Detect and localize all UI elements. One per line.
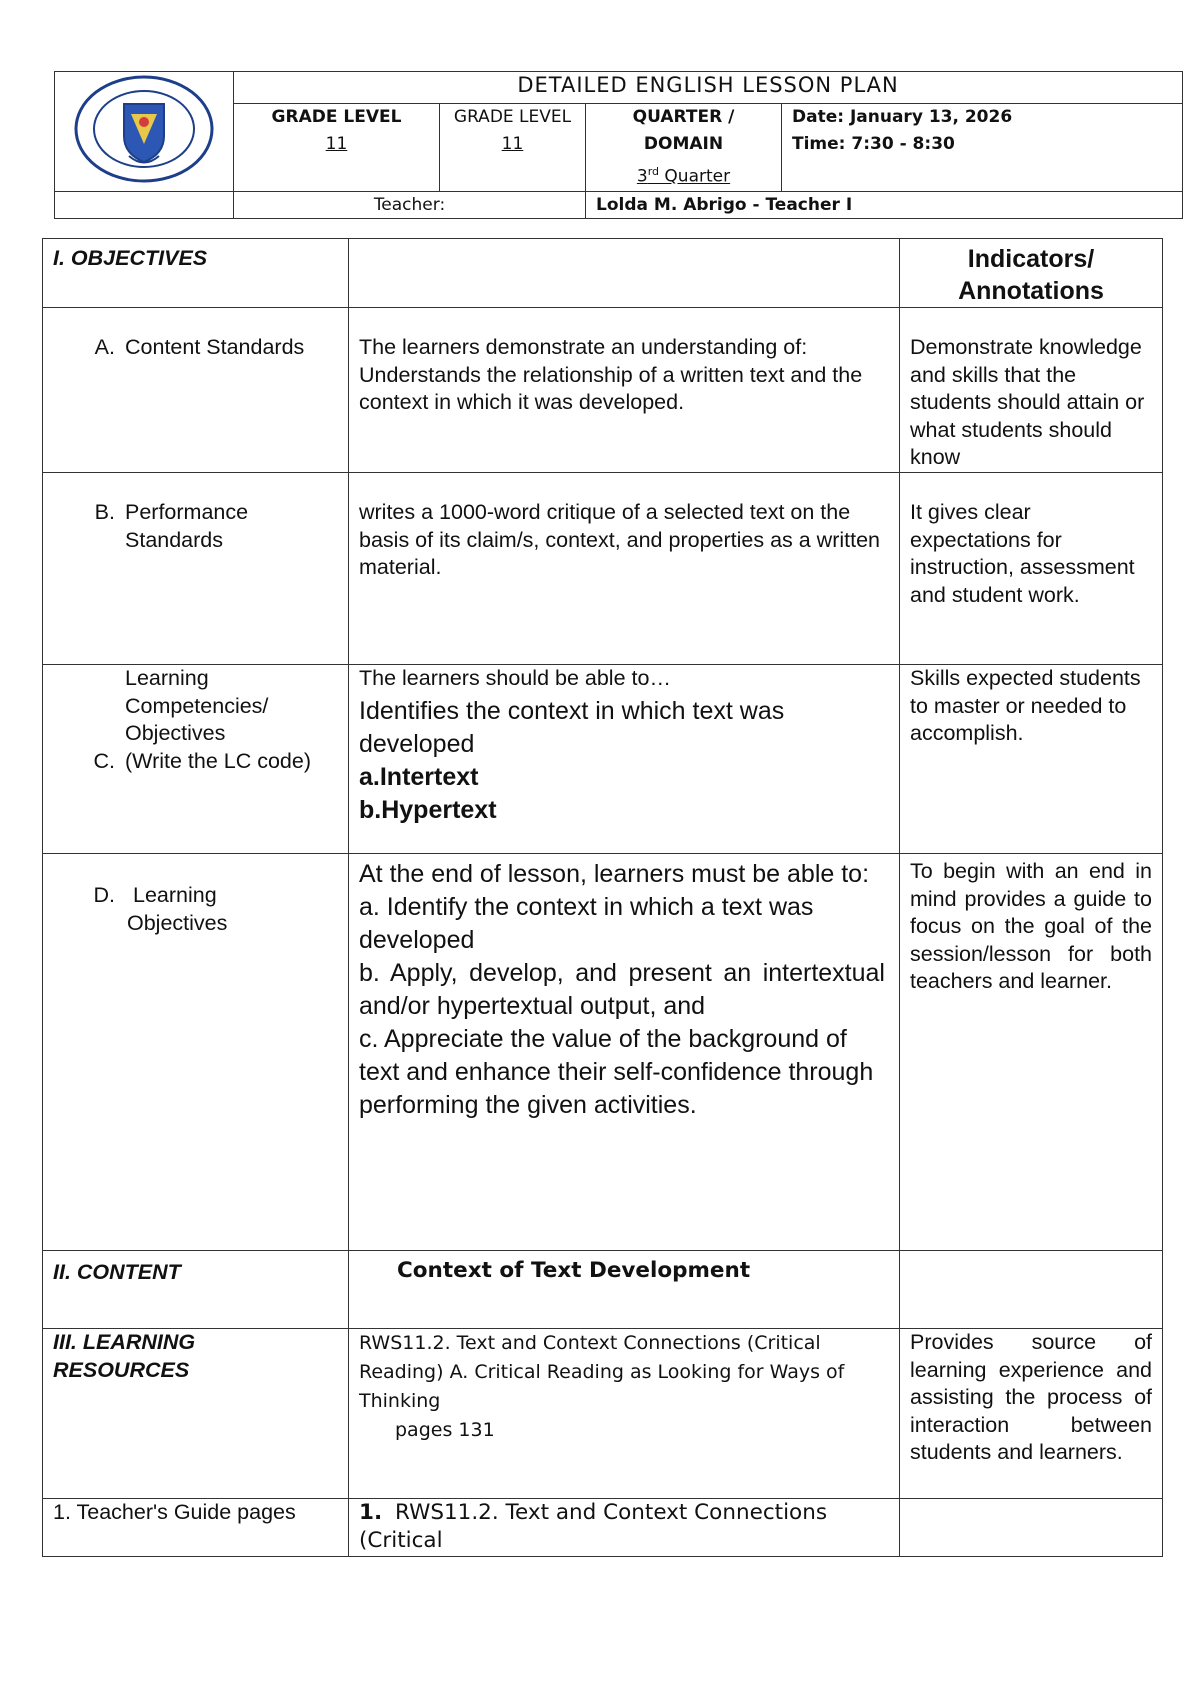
objective-line: At the end of lesson, learners must be able to:	[359, 860, 870, 888]
objective-line: a. Identify the context in which a text was developed	[359, 893, 814, 954]
list-number: 1.	[359, 1500, 383, 1525]
time-text: Time: 7:30 - 8:30	[792, 134, 955, 155]
resources-title-line: RESOURCES	[53, 1357, 190, 1382]
row-label-performance-standards	[43, 473, 349, 665]
row-letter-spacer	[53, 665, 125, 693]
content-value: Context of Text Development	[349, 1251, 900, 1329]
row-letter-spacer	[53, 693, 125, 721]
objective-line: b. Apply, develop, and present an intertextual and/or hypertextual output, and	[359, 959, 885, 1020]
empty-cell	[900, 1251, 1163, 1329]
row-label-line: Learning	[125, 666, 209, 690]
empty-cell	[349, 239, 900, 308]
teachers-guide-value-cell	[349, 1499, 900, 1557]
content-standards-text: The learners demonstrate an understanding of: Understands the relationship of a written text and the context in which it was developed.	[349, 308, 900, 473]
performance-standards-note: It gives clear expectations for instruction, assessment and student work.	[900, 473, 1163, 665]
grade-level-cell-2	[440, 104, 586, 192]
content-heading: II. CONTENT	[43, 1251, 349, 1329]
teachers-guide-label: 1. Teacher's Guide pages	[43, 1499, 349, 1557]
learning-objectives-text	[349, 854, 900, 1251]
empty-cell	[55, 192, 234, 219]
indicators-title-line-2: Annotations	[958, 277, 1104, 305]
deped-seal-logo	[69, 74, 219, 184]
objectives-table	[42, 238, 1163, 1557]
row-label-line: Learning	[133, 883, 217, 907]
row-letter: A.	[94, 335, 115, 359]
row-letter-spacer	[53, 720, 125, 748]
grade-level-cell-1	[234, 104, 440, 192]
empty-cell	[900, 1499, 1163, 1557]
content-standards-note: Demonstrate knowledge and skills that the students should attain or what students should know	[900, 308, 1163, 473]
row-letter: B.	[94, 500, 115, 524]
learning-competencies-note: Skills expected students to master or needed to accomplish.	[900, 665, 1163, 854]
row-letter: C.	[93, 748, 115, 773]
quarter-domain-label: QUARTER / DOMAIN	[632, 107, 735, 155]
grade-level-value: 11	[501, 134, 524, 155]
competencies-main: Identifies the context in which text was developed	[359, 696, 785, 758]
objective-line: c. Appreciate the value of the background of text and enhance their self-confidence through performing the given activities.	[359, 1025, 874, 1119]
performance-standards-text: writes a 1000-word critique of a selected text on the basis of its claim/s, context, and properties as a written material.	[349, 473, 900, 665]
row-label-line: Performance	[125, 500, 249, 524]
resources-note: Provides source of learning experience and assisting the process of interaction between students and learners.	[900, 1329, 1163, 1499]
resources-title-line: III. LEARNING	[53, 1330, 196, 1354]
row-letter: D.	[93, 883, 115, 907]
quarter-suffix: rd	[647, 165, 660, 179]
quarter-word: Quarter	[659, 167, 731, 187]
competencies-item-b: b.Hypertext	[359, 795, 497, 824]
resources-pages: pages 131	[395, 1419, 495, 1441]
grade-level-label: GRADE LEVEL	[271, 107, 402, 128]
indicators-heading	[900, 239, 1163, 308]
quarter-domain-cell	[586, 104, 782, 192]
row-label-learning-competencies	[43, 665, 349, 854]
lesson-plan-title: DETAILED ENGLISH LESSON PLAN	[234, 72, 1183, 104]
teachers-guide-value: RWS11.2. Text and Context Connections (Critical	[359, 1500, 828, 1553]
date-text: Date: January 13, 2026	[792, 107, 1013, 128]
teacher-label: Teacher:	[234, 192, 586, 219]
quarter-value	[586, 158, 781, 191]
quarter-number: 3	[636, 167, 648, 187]
row-letter-spacer	[53, 910, 125, 938]
row-label: Content Standards	[125, 335, 305, 359]
resources-heading	[43, 1329, 349, 1499]
row-label-learning-objectives	[43, 854, 349, 1251]
competencies-item-a: a.Intertext	[359, 762, 479, 791]
resources-value-cell	[349, 1329, 900, 1499]
date-time-cell	[782, 104, 1183, 192]
learning-objectives-note: To begin with an end in mind provides a guide to focus on the goal of the session/lesson for both teachers and learner.	[900, 854, 1163, 1251]
learning-competencies-text	[349, 665, 900, 854]
header-table	[54, 71, 1183, 219]
row-label-line: (Write the LC code)	[125, 748, 312, 773]
row-label-line: Objectives	[127, 910, 228, 935]
teacher-name: Lolda M. Abrigo - Teacher I	[586, 192, 1183, 219]
row-label-line: Standards	[125, 527, 224, 552]
indicators-title-line-1: Indicators/	[967, 245, 1095, 273]
objectives-heading: I. OBJECTIVES	[43, 239, 349, 308]
resources-value: RWS11.2. Text and Context Connections (Critical Reading) A. Critical Reading as Looking for Ways of Thinking	[359, 1332, 845, 1412]
grade-level-value: 11	[325, 134, 348, 155]
grade-level-label: GRADE LEVEL	[453, 107, 572, 128]
seal-cell	[55, 72, 234, 192]
competencies-intro: The learners should be able to…	[359, 666, 671, 690]
row-label-line: Competencies/	[125, 693, 269, 718]
row-label-content-standards	[43, 308, 349, 473]
row-label-line: Objectives	[125, 721, 226, 745]
